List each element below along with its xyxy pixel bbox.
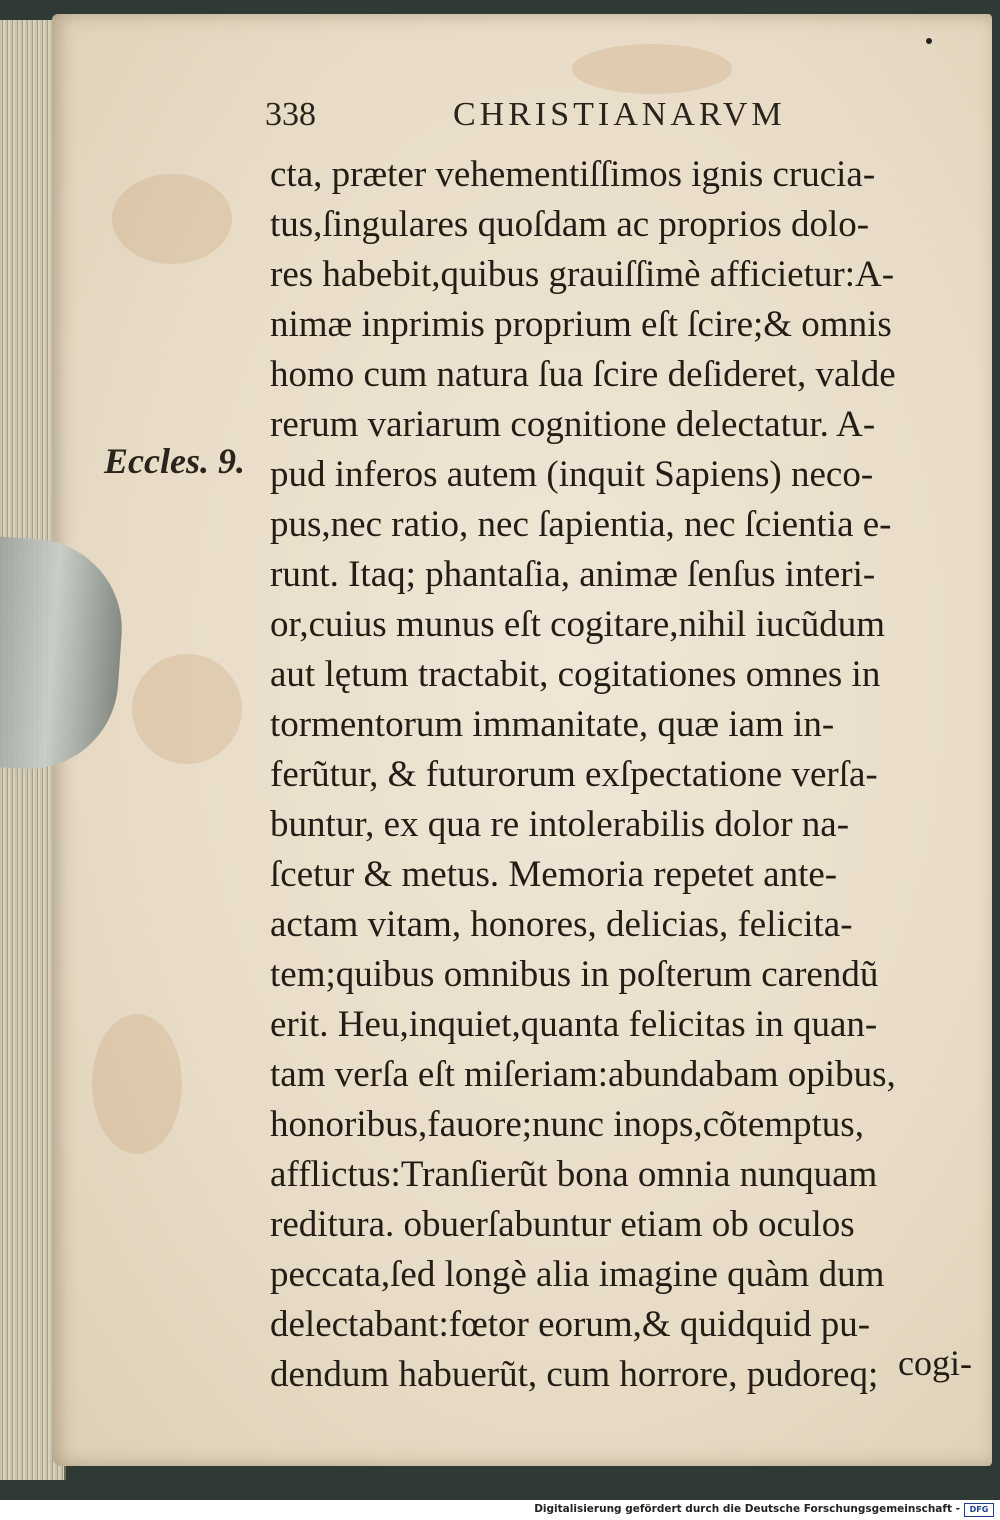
text-line: peccata,ſed longè alia imagine quàm dum <box>270 1254 885 1295</box>
text-line: pud inferos autem (inquit Sapiens) neco- <box>270 454 874 495</box>
running-title: CHRISTIANARVM <box>453 96 786 133</box>
paper-stain <box>92 1014 182 1154</box>
page-header <box>265 96 965 146</box>
text-line: res habebit,quibus grauiſſimè afficietur:A- <box>270 254 895 295</box>
dfg-logo-icon[interactable]: DFG <box>964 1503 994 1517</box>
catchword: cogi- <box>898 1343 972 1383</box>
text-line: runt. Itaq; phantaſia, animӕ ſenſus interi- <box>270 554 876 595</box>
text-line: reditura. obuerſabuntur etiam ob oculos <box>270 1204 855 1245</box>
text-line: actam vitam, honores, delicias, felicita- <box>270 904 853 945</box>
ink-dot <box>926 38 932 44</box>
margin-note: Eccles. 9. <box>104 441 245 481</box>
funding-credit: Digitalisierung gefördert durch die Deutsche Forschungsgemeinschaft - <box>534 1503 960 1515</box>
paper-stain <box>572 44 732 94</box>
paper-stain <box>132 654 242 764</box>
text-line: or,cuius munus eſt cogitare,nihil iucũdum <box>270 604 886 645</box>
page-number: 338 <box>265 96 316 133</box>
text-line: aut lętum tractabit, cogitationes omnes in <box>270 654 881 695</box>
text-line: delectabant:fœtor eorum,& quidquid pu- <box>270 1304 871 1345</box>
text-line: afflictus:Tranſierũt bona omnia nunquam <box>270 1154 878 1195</box>
text-line: honoribus,fauore;nunc inops,cõtemptus, <box>270 1104 864 1145</box>
text-line: tam verſa eſt miſeriam:abundabam opibus, <box>270 1054 896 1095</box>
text-line: cta, prӕter vehementiſſimos ignis crucia- <box>270 154 876 195</box>
text-line: tem;quibus omnibus in poſterum carendũ <box>270 954 879 995</box>
text-line: tus,ſingulares quoſdam ac proprios dolo- <box>270 204 870 245</box>
text-line: ferũtur, & futurorum exſpectatione verſa- <box>270 754 878 795</box>
text-line: homo cum natura ſua ſcire deſideret, valde <box>270 354 896 395</box>
text-line: ſcetur & metus. Memoria repetet ante- <box>270 854 838 895</box>
footer-bar <box>0 1500 1000 1520</box>
text-line: rerum variarum cognitione delectatur. A- <box>270 404 876 445</box>
text-line: pus,nec ratio, nec ſapientia, nec ſcientia e- <box>270 504 892 545</box>
text-line: tormentorum immanitate, quӕ iam in- <box>270 704 835 745</box>
text-line: erit. Heu,inquiet,quanta felicitas in quan- <box>270 1004 878 1045</box>
text-line: buntur, ex qua re intolerabilis dolor na- <box>270 804 850 845</box>
paper-stain <box>112 174 232 264</box>
text-line: nimӕ inprimis proprium eſt ſcire;& omnis <box>270 304 892 345</box>
text-line: dendum habuerũt, cum horrore, pudoreq; <box>270 1354 879 1395</box>
body-text <box>270 150 970 1400</box>
